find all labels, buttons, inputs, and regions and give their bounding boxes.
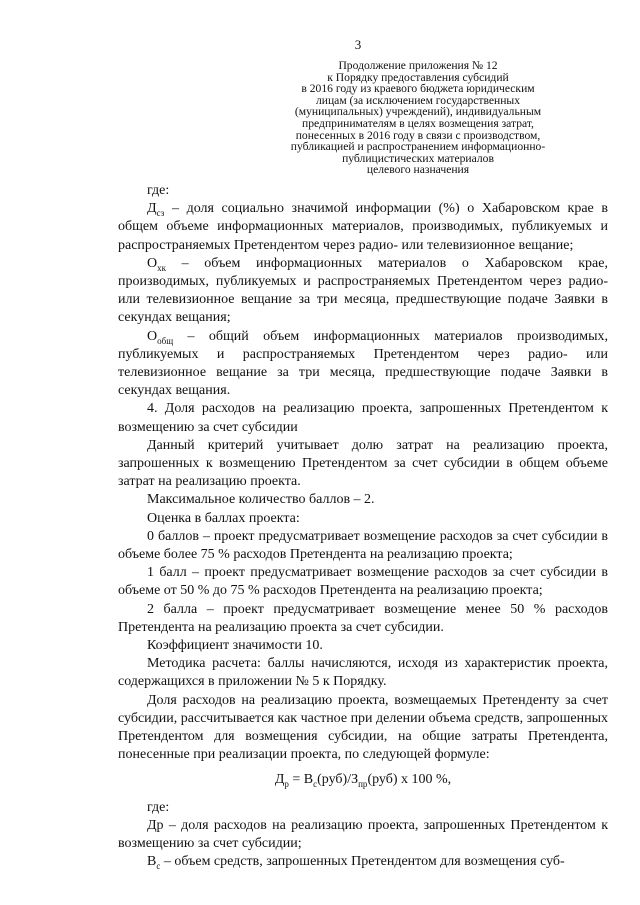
header-line: (муниципальных) учреждений), индивидуальным bbox=[294, 105, 542, 119]
symbol: В bbox=[147, 854, 157, 870]
formula-z-subscript: пр bbox=[358, 778, 368, 789]
paragraph-method: Методика расчета: баллы начисляются, исходя из характеристик проекта, содержащихся в приложении № 5 к Порядку. bbox=[118, 656, 608, 690]
paragraph-scoring-heading: Оценка в баллах проекта: bbox=[147, 510, 300, 526]
paragraph-where-2: где: bbox=[147, 799, 170, 815]
symbol-subscript: с bbox=[156, 861, 161, 872]
header-line: Продолжение приложения № 12 bbox=[338, 59, 498, 72]
symbol: О bbox=[147, 328, 158, 344]
paragraph-score-0: 0 баллов – проект предусматривает возмещение расходов за счет субсидии в объеме более 75 % расходов Претендента на реализацию проекта; bbox=[118, 528, 608, 563]
header-line: понесенных в 2016 году в связи с производством, bbox=[295, 128, 541, 142]
symbol-subscript: сз bbox=[156, 208, 165, 218]
definition-text: – общий объем информационных материалов производимых, публикуемых и распространяемых Претендентом через радио- или телевизионное вещание за три месяца, предшествующие подаче Заявки в секундах вещания. bbox=[118, 328, 608, 399]
formula-z: З bbox=[351, 771, 359, 787]
definition-text: – доля социально значимой информации (%) о Хабаровском крае в общем объеме информационных материалов, производимых, публикуемых и распространяемых Претендентом через радио- или телевизионное вещание; bbox=[118, 201, 608, 253]
paragraph-ohk-definition bbox=[118, 255, 608, 328]
formula-v-subscript: с bbox=[313, 778, 318, 789]
paragraph-oobsh-definition bbox=[118, 328, 608, 401]
paragraph-max-points: Максимальное количество баллов – 2. bbox=[147, 492, 375, 508]
definition-text: – объем средств, запрошенных Претендентом для возмещения суб- bbox=[160, 854, 565, 870]
header-line: публикацией и распространением информационно- bbox=[290, 140, 546, 154]
paragraph-vs-definition bbox=[118, 853, 608, 871]
paragraph-score-1: 1 балл – проект предусматривает возмещение расходов за счет субсидии в объеме от 50 % до 75 % расходов Претендента на реализацию проекта; bbox=[118, 565, 608, 599]
paragraph-criterion-description: Данный критерий учитывает долю затрат на реализацию проекта, запрошенных к возмещению Претендентом за счет субсидии в общем объеме затрат на реализацию проекта. bbox=[118, 437, 608, 490]
formula-tail: (руб) х 100 %, bbox=[367, 771, 452, 787]
formula-d-subscript: р bbox=[284, 778, 289, 789]
header-line: целевого назначения bbox=[366, 163, 470, 177]
definition-text: – объем информационных материалов о Хабаровском крае, производимых, публикуемых и распространяемых Претендентом через радио- или телевизионное вещание за три месяца, предшествующие подаче Заявки в секундах вещания; bbox=[118, 255, 608, 326]
header-line: к Порядку предоставления субсидий bbox=[327, 70, 509, 84]
formula-equals: = bbox=[288, 771, 304, 787]
symbol-subscript: общ bbox=[157, 335, 174, 346]
symbol: О bbox=[147, 255, 158, 271]
paragraph-formula-intro: Доля расходов на реализацию проекта, возмещаемых Претенденту за счет субсидии, рассчитывается как частное при делении объема средств, запрошенных Претендентом для возмещения субсидии, на общие затраты Претендента, понесенные при реализации проекта, по следующей формуле: bbox=[118, 692, 609, 763]
header-line: в 2016 году из краевого бюджета юридическим bbox=[301, 82, 535, 96]
paragraph-coefficient: Коэффициент значимости 10. bbox=[147, 638, 323, 654]
formula-d: Д bbox=[274, 771, 285, 787]
paragraph-where: где: bbox=[147, 183, 170, 198]
formula-v: В bbox=[303, 771, 314, 787]
header-line: предпринимателям в целях возмещения затрат, bbox=[302, 116, 534, 130]
formula bbox=[118, 771, 608, 789]
document-body bbox=[118, 182, 608, 872]
paragraph-criterion-4: 4. Доля расходов на реализацию проекта, запрошенных Претендентом к возмещению за счет субсидии bbox=[118, 401, 608, 435]
appendix-header bbox=[290, 60, 546, 176]
page-number: 3 bbox=[354, 37, 362, 52]
symbol: Д bbox=[147, 201, 157, 217]
paragraph-score-2: 2 балла – проект предусматривает возмещение менее 50 % расходов Претендента на реализацию проекта за счет субсидии. bbox=[118, 601, 608, 635]
paragraph-dr-definition: Др – доля расходов на реализацию проекта, запрошенных Претендентом к возмещению за счет субсидии; bbox=[118, 817, 608, 852]
header-line: лицам (за исключением государственных bbox=[315, 93, 521, 107]
symbol-subscript: хк bbox=[157, 262, 166, 273]
paragraph-dsz-definition bbox=[118, 200, 608, 255]
formula-middle: (руб)/ bbox=[317, 771, 352, 787]
header-line: публицистических материалов bbox=[342, 151, 494, 165]
